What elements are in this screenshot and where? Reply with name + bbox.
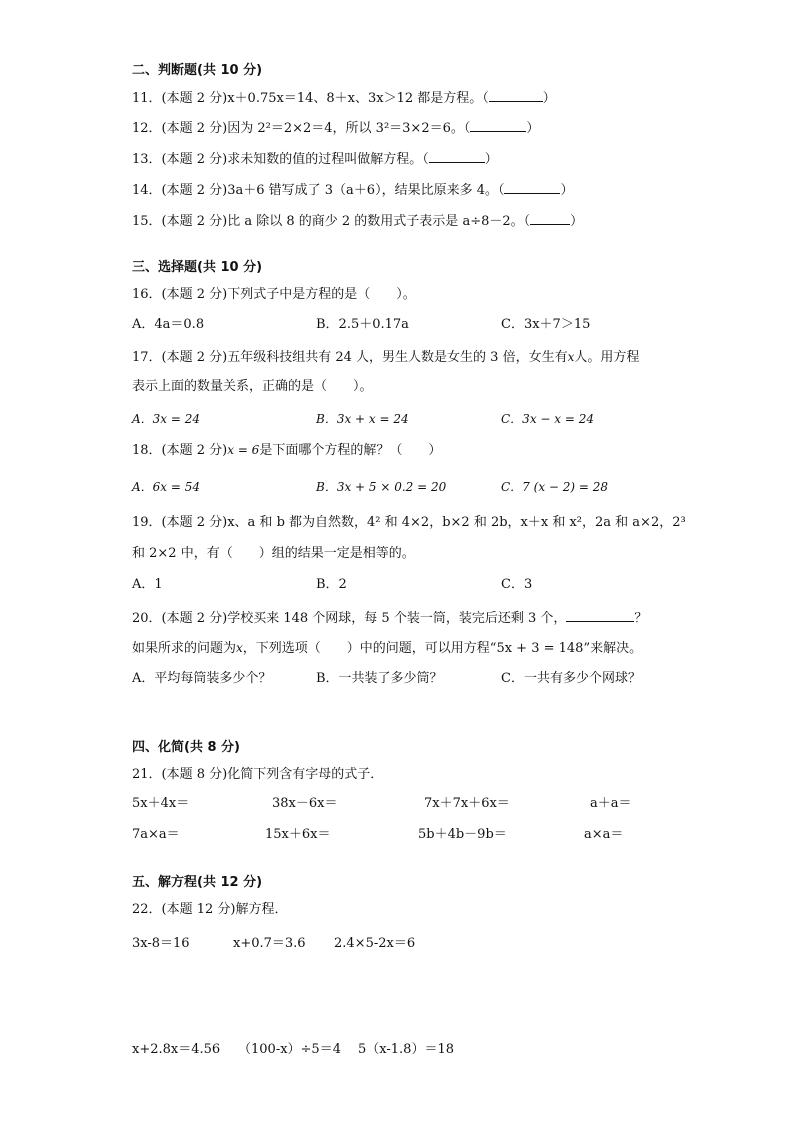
q17-text: 17．(本题 2 分)五年级科技组共有 24 人，男生人数是女生的 3 倍，女生有	[132, 350, 568, 365]
q17-text-tail: 人。用方程	[574, 350, 640, 365]
question-17-stem-line1	[132, 348, 639, 367]
simplify-expr-5: 7a×a＝	[132, 827, 180, 842]
equation-6: 5（x-1.8）＝18	[358, 1042, 454, 1057]
question-16-stem: 16．(本题 2 分)下列式子中是方程的是（ ）。	[132, 287, 416, 302]
section-heading-simplify: 四、化简(共 8 分)	[132, 740, 240, 755]
q18-text-tail: 是下面哪个方程的解？（ ）	[259, 443, 442, 458]
question-15-text: 15．(本题 2 分)比 a 除以 8 的商少 2 的数用式子表示是 a÷8－2。（	[132, 214, 531, 229]
simplify-expr-1: 5x＋4x＝	[132, 796, 190, 811]
close-paren: ）	[484, 152, 498, 167]
q20-option-a[interactable]: A．平均每筒装多少个？	[132, 671, 272, 686]
question-12-text: 12．(本题 2 分)因为 2²＝2×2＝4，所以 3²＝3×2＝6。（	[132, 121, 471, 136]
q20-option-b[interactable]: B．一共装了多少筒？	[316, 671, 443, 686]
q17-option-a[interactable]: A．3x = 24	[132, 412, 201, 426]
section-heading-equations: 五、解方程(共 12 分)	[132, 875, 263, 890]
simplify-expr-2: 38x－6x＝	[272, 796, 338, 811]
q17-option-c[interactable]: C．3x − x = 24	[501, 412, 594, 426]
question-18-stem	[132, 441, 441, 460]
question-20-stem-line1	[132, 609, 647, 628]
answer-blank-14[interactable]	[504, 181, 560, 194]
question-14-text: 14．(本题 2 分)3a＋6 错写成了 3（a＋6），结果比原来多 4。（	[132, 183, 505, 198]
question-19-stem-line1: 19．(本题 2 分)x、a 和 b 都为自然数，4² 和 4×2，b×2 和 2b，x＋x 和 x²，2a 和 a×2，2³	[132, 515, 686, 530]
answer-blank-13[interactable]	[429, 150, 485, 163]
question-13-text: 13．(本题 2 分)求未知数的值的过程叫做解方程。（	[132, 152, 429, 167]
q16-option-a[interactable]: A．4a＝0.8	[132, 317, 205, 332]
q20-text-2a: 如果所求的问题为	[132, 641, 237, 656]
q20-variable: x	[236, 641, 243, 655]
equation-4: x+2.8x＝4.56	[132, 1042, 221, 1057]
question-14	[132, 181, 574, 200]
answer-blank-12[interactable]	[470, 119, 526, 132]
q19-option-b[interactable]: B．2	[316, 577, 347, 592]
simplify-expr-8: a×a＝	[584, 827, 624, 842]
q18-equation: x = 6	[227, 443, 260, 457]
equation-1: 3x-8＝16	[132, 936, 190, 951]
q18-option-b[interactable]: B．3x + 5 × 0.2 = 20	[316, 480, 447, 494]
equation-3: 2.4×5-2x＝6	[334, 936, 416, 951]
q18-option-c[interactable]: C．7 (x − 2) = 28	[501, 480, 609, 494]
close-paren: ）	[526, 121, 540, 136]
question-11-text: 11．(本题 2 分)x＋0.75x＝14、8＋x、3x＞12 都是方程。（	[132, 91, 489, 106]
close-paren: ）	[560, 183, 574, 198]
question-15	[132, 212, 583, 231]
simplify-expr-3: 7x＋7x＋6x＝	[424, 796, 510, 811]
answer-blank-11[interactable]	[489, 89, 543, 102]
simplify-expr-4: a＋a＝	[590, 796, 632, 811]
q16-option-c[interactable]: C．3x＋7＞15	[501, 317, 591, 332]
q20-question-mark: ？	[634, 611, 648, 626]
question-11	[132, 89, 556, 108]
equation-5: （100-x）÷5＝4	[238, 1042, 341, 1057]
equation-2: x+0.7＝3.6	[233, 936, 306, 951]
question-12	[132, 119, 539, 138]
q16-option-b[interactable]: B．2.5＋0.17a	[316, 317, 409, 332]
q20-text: 20．(本题 2 分)学校买来 148 个网球，每 5 个装一筒，装完后还剩 3 个，	[132, 611, 567, 626]
close-paren: ）	[542, 91, 556, 106]
q20-fill-blank[interactable]	[566, 609, 634, 622]
q19-option-a[interactable]: A．1	[132, 577, 163, 592]
q17-option-b[interactable]: B．3x + x = 24	[316, 412, 409, 426]
answer-blank-15[interactable]	[530, 212, 570, 225]
question-17-stem-line2: 表示上面的数量关系，正确的是（ ）。	[132, 379, 373, 394]
q18-text: 18．(本题 2 分)	[132, 443, 228, 458]
question-19-stem-line2: 和 2×2 中，有（ ）组的结果一定是相等的。	[132, 546, 415, 561]
q19-option-c[interactable]: C．3	[501, 577, 533, 592]
question-22-stem: 22．(本题 12 分)解方程．	[132, 902, 288, 917]
q17-variable: x	[567, 350, 575, 364]
close-paren: ）	[570, 214, 584, 229]
question-13	[132, 150, 498, 169]
question-20-stem-line2	[132, 639, 642, 658]
question-21-stem: 21．(本题 8 分)化简下列含有字母的式子．	[132, 767, 384, 782]
q20-option-c[interactable]: C．一共有多少个网球？	[501, 671, 641, 686]
q18-option-a[interactable]: A．6x = 54	[132, 480, 201, 494]
simplify-expr-6: 15x＋6x＝	[265, 827, 331, 842]
section-heading-choice: 三、选择题(共 10 分)	[132, 260, 263, 275]
section-heading-judgment: 二、判断题(共 10 分)	[132, 63, 263, 78]
simplify-expr-7: 5b＋4b－9b＝	[418, 827, 507, 842]
q20-text-2b: ，下列选项（ ）中的问题，可以用方程“5x + 3 = 148”来解决。	[242, 641, 643, 656]
